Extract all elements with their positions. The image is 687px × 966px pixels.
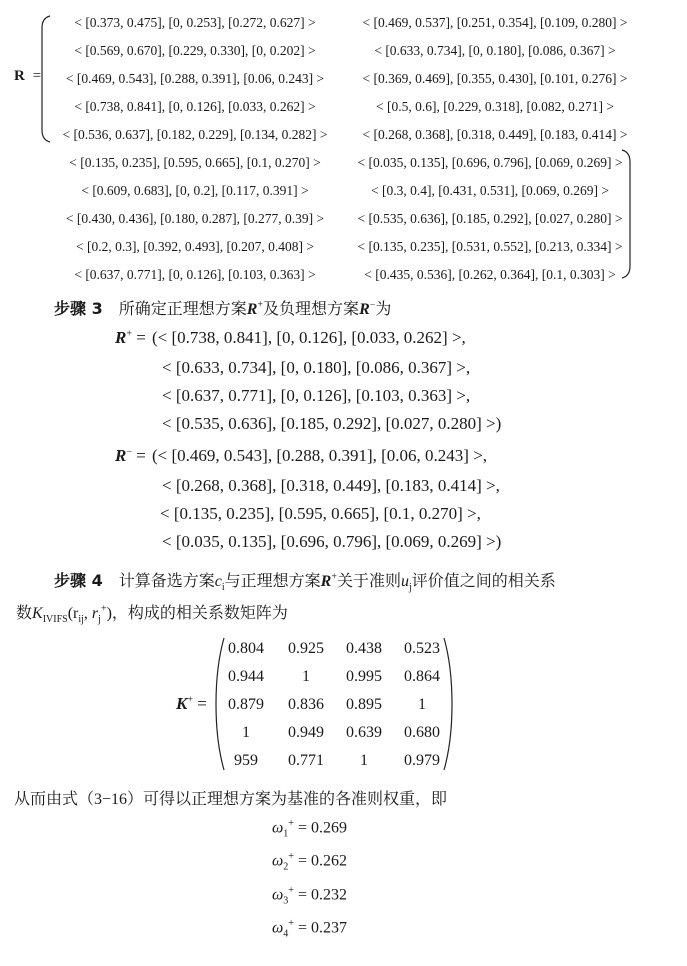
matrix-r-cell: < [0.435, 0.536], [0.262, 0.364], [0.1, 0.303] >	[364, 267, 616, 282]
matrix-k-cell: 0.944	[228, 668, 264, 685]
matrix-r-cell: < [0.738, 0.841], [0, 0.126], [0.033, 0.262] >	[74, 99, 316, 114]
matrix-k-cell: 1	[418, 696, 426, 713]
matrix-r-cell: < [0.268, 0.368], [0.318, 0.449], [0.183, 0.414] >	[362, 127, 628, 142]
matrix-k-cell: 0.836	[288, 696, 324, 713]
weight-line: $\omega_2^+ = 0.262$	[272, 851, 347, 873]
matrix-k-cell: 0.523	[404, 640, 440, 657]
step4-label: 步骤 4	[54, 571, 103, 590]
step4-paragraph-line2: 数$K_{IVIFS}(r_{ij}$, $r_j^+$)，构成的相关系数矩阵为	[16, 603, 288, 626]
conclusion-text: 从而由式（3−16）可得以正理想方案为基准的各准则权重，即	[14, 791, 448, 808]
weight-line: $\omega_3^+ = 0.232$	[272, 885, 347, 907]
r-minus-line: < [0.135, 0.235], [0.595, 0.665], [0.1, 0.270] >,	[160, 504, 481, 523]
r-plus-line: (< [0.738, 0.841], [0, 0.126], [0.033, 0.262] >,	[152, 328, 466, 347]
matrix-r-cell: < [0.373, 0.475], [0, 0.253], [0.272, 0.627] >	[74, 15, 316, 30]
matrix-k-cell: 0.879	[228, 696, 264, 713]
step3-paragraph: 步骤 3 所确定正理想方案R+及负理想方案R−为	[54, 299, 392, 318]
matrix-k-cell: 0.639	[346, 724, 382, 741]
matrix-r-cell: < [0.430, 0.436], [0.180, 0.287], [0.277, 0.39] >	[65, 211, 325, 226]
matrix-r-cell: < [0.536, 0.637], [0.182, 0.229], [0.134, 0.282] >	[62, 127, 328, 142]
r-minus-line: < [0.268, 0.368], [0.318, 0.449], [0.183, 0.414] >,	[162, 476, 500, 495]
matrix-k-cell: 0.949	[288, 724, 324, 741]
matrix-k-cell: 0.979	[404, 752, 440, 769]
matrix-r-cell: < [0.637, 0.771], [0, 0.126], [0.103, 0.363] >	[74, 267, 316, 282]
step4-paragraph-line1: 步骤 4 计算备选方案$c_i$与正理想方案R+关于准则$u_j$评价值之间的相关系	[54, 571, 556, 594]
matrix-r-cell: < [0.535, 0.636], [0.185, 0.292], [0.027, 0.280] >	[357, 211, 623, 226]
matrix-r-cell: < [0.135, 0.235], [0.595, 0.665], [0.1, 0.270] >	[69, 155, 321, 170]
matrix-r-cell: < [0.035, 0.135], [0.696, 0.796], [0.069, 0.269] >	[357, 155, 623, 170]
matrix-k-cell: 0.895	[346, 696, 382, 713]
matrix-k-cell: 959	[234, 752, 258, 769]
matrix-k-cell: 0.925	[288, 640, 324, 657]
step3-label: 步骤 3	[54, 299, 103, 318]
weight-line: $\omega_1^+ = 0.269$	[272, 818, 347, 840]
matrix-k-cell: 0.804	[228, 640, 264, 657]
r-plus-line: < [0.535, 0.636], [0.185, 0.292], [0.027, 0.280] >)	[162, 414, 502, 433]
matrix-k-cell: 0.680	[404, 724, 440, 741]
matrix-r-cell: < [0.5, 0.6], [0.229, 0.318], [0.082, 0.271] >	[376, 99, 614, 114]
matrix-r-cell: < [0.369, 0.469], [0.355, 0.430], [0.101, 0.276] >	[362, 71, 628, 86]
matrix-k-cell: 0.771	[288, 752, 324, 769]
matrix-k-cell: 0.995	[346, 668, 382, 685]
r-plus-line: < [0.637, 0.771], [0, 0.126], [0.103, 0.363] >,	[162, 386, 471, 405]
r-minus-line: < [0.035, 0.135], [0.696, 0.796], [0.069, 0.269] >)	[162, 532, 502, 551]
weight-line: $\omega_4^+ = 0.237$	[272, 918, 347, 940]
r-plus-label: R+ =	[115, 328, 146, 347]
matrix-k-cell: 1	[360, 752, 368, 769]
matrix-r-label: R =	[14, 68, 42, 84]
matrix-r-cell: < [0.469, 0.543], [0.288, 0.391], [0.06, 0.243] >	[65, 71, 325, 86]
matrix-k-label: K+ =	[176, 694, 207, 713]
matrix-r-cell: < [0.469, 0.537], [0.251, 0.354], [0.109, 0.280] >	[362, 15, 628, 30]
r-minus-label: R− =	[115, 446, 146, 465]
matrix-r-cell: < [0.633, 0.734], [0, 0.180], [0.086, 0.367] >	[374, 43, 616, 58]
matrix-r-cell: < [0.135, 0.235], [0.531, 0.552], [0.213, 0.334] >	[357, 239, 623, 254]
r-minus-line: (< [0.469, 0.543], [0.288, 0.391], [0.06, 0.243] >,	[152, 446, 488, 465]
r-plus-line: < [0.633, 0.734], [0, 0.180], [0.086, 0.367] >,	[162, 358, 471, 377]
matrix-k-cell: 0.438	[346, 640, 382, 657]
matrix-r-cell: < [0.2, 0.3], [0.392, 0.493], [0.207, 0.408] >	[76, 239, 314, 254]
matrix-r-cell: < [0.569, 0.670], [0.229, 0.330], [0, 0.202] >	[74, 43, 316, 58]
matrix-k-cell: 1	[242, 724, 250, 741]
matrix-r-cell: < [0.609, 0.683], [0, 0.2], [0.117, 0.391] >	[81, 183, 309, 198]
matrix-k-cell: 1	[302, 668, 310, 685]
matrix-r-cell: < [0.3, 0.4], [0.431, 0.531], [0.069, 0.269] >	[371, 183, 609, 198]
matrix-k-cell: 0.864	[404, 668, 440, 685]
